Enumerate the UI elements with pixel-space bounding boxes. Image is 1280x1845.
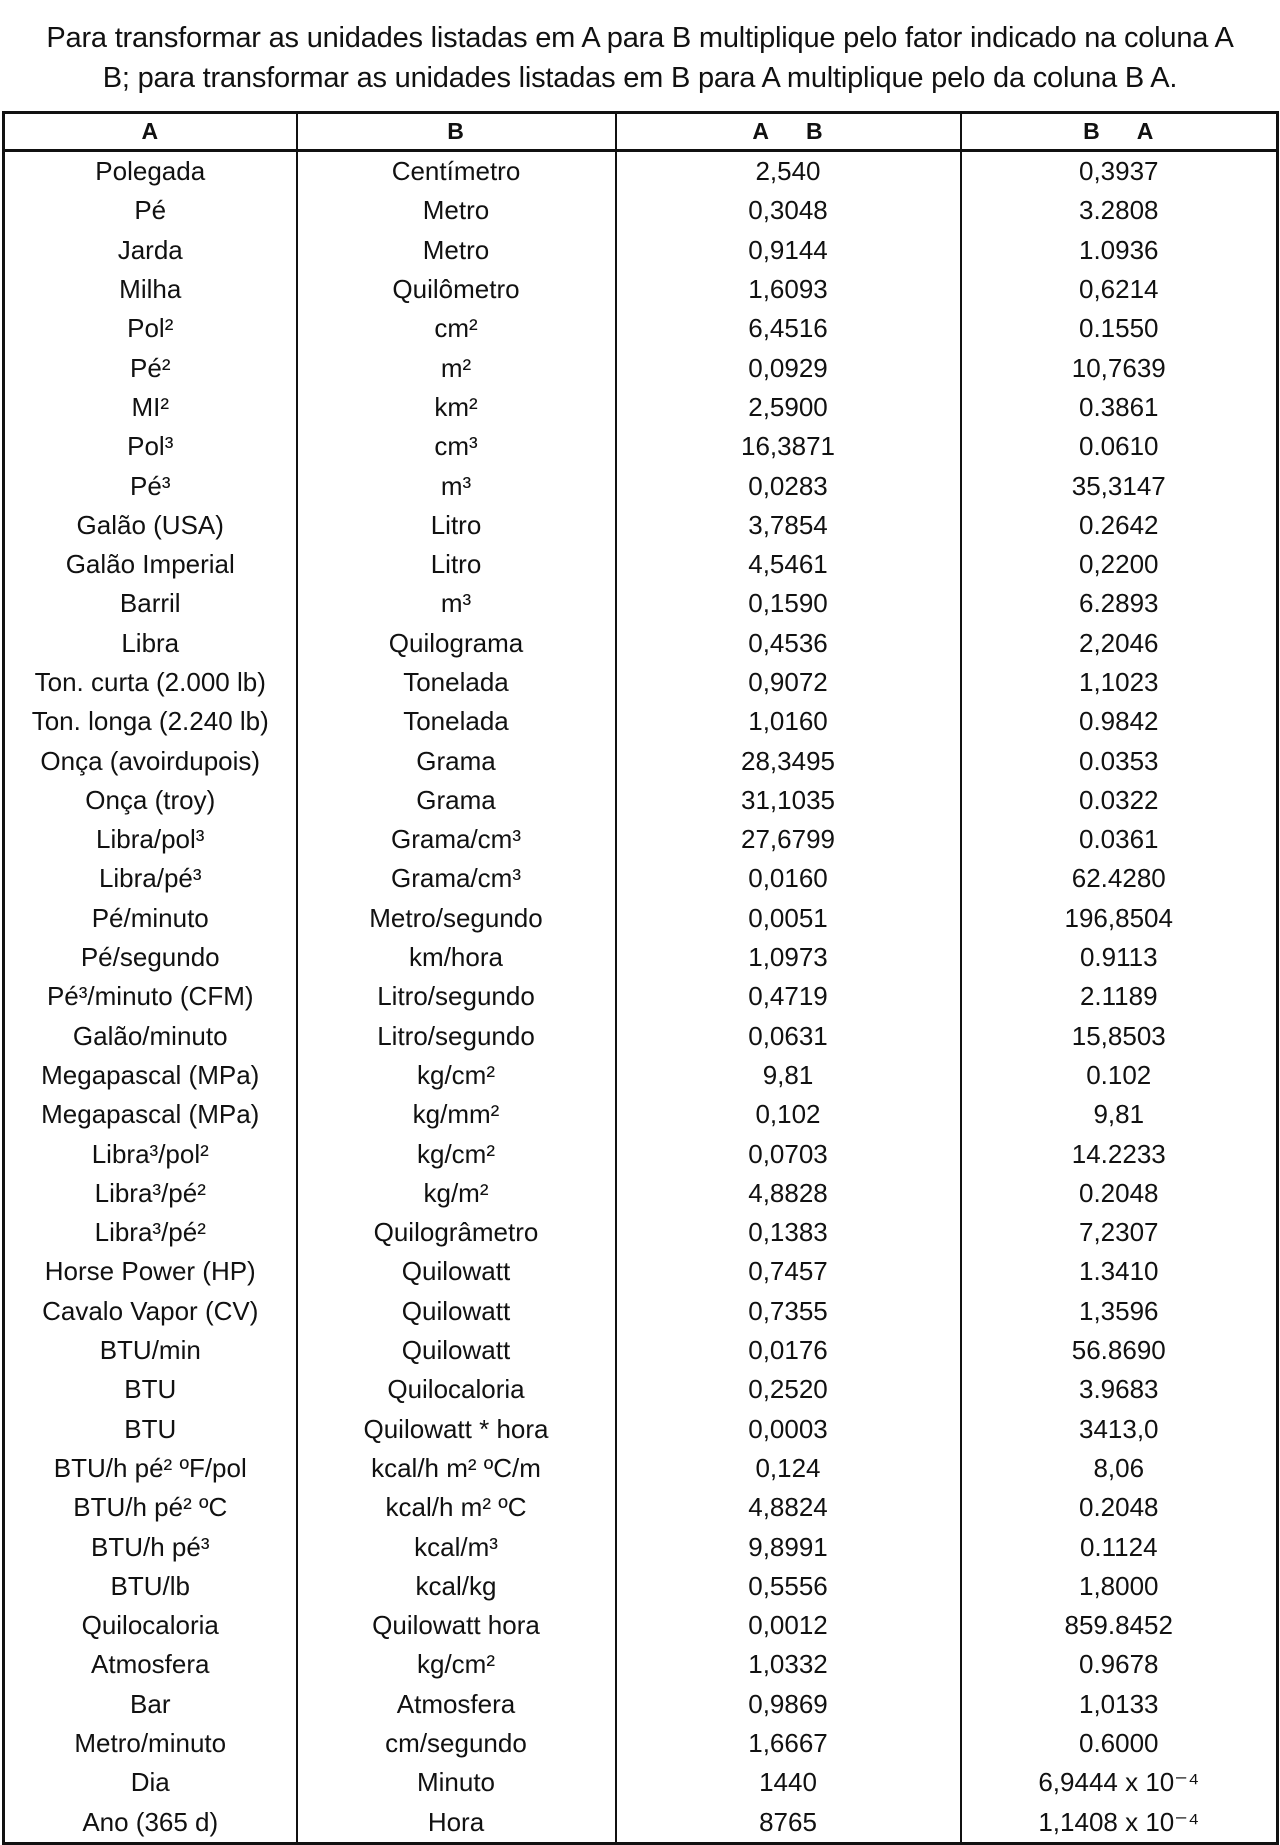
unit-a-cell: Pé³ <box>130 470 171 501</box>
unit-a-cell: Libra³/pé² <box>94 1217 206 1248</box>
factor-a-to-b-cell: 28,3495 <box>616 741 961 780</box>
table-row <box>4 1802 1278 1843</box>
header-b: B <box>297 113 616 151</box>
factor-a-to-b-cell: 4,8824 <box>616 1488 961 1527</box>
factor-b-to-a-cell: 2.1189 <box>961 977 1278 1016</box>
unit-b-cell: Tonelada <box>297 702 616 741</box>
unit-a-cell: Barril <box>119 588 181 619</box>
factor-a-to-b-cell: 0,9869 <box>616 1685 961 1724</box>
table-row <box>4 781 1278 820</box>
factor-b-to-a-cell: 6,9444 x 10⁻⁴ <box>961 1763 1278 1802</box>
table-row <box>4 1488 1278 1527</box>
unit-b-cell: Metro/segundo <box>297 899 616 938</box>
unit-b-cell: kcal/kg <box>297 1567 616 1606</box>
factor-b-to-a-cell: 0.0610 <box>961 427 1278 466</box>
unit-a-cell: BTU <box>124 1413 177 1444</box>
table-row <box>4 741 1278 780</box>
unit-b-cell: kg/cm² <box>297 1056 616 1095</box>
unit-b-cell: Centímetro <box>297 151 616 192</box>
factor-a-to-b-cell: 1,0160 <box>616 702 961 741</box>
unit-a-cell: Megapascal (MPa) <box>41 1099 260 1130</box>
unit-b-cell: Quilogrâmetro <box>297 1213 616 1252</box>
intro-text <box>0 18 1280 98</box>
unit-a-cell: Pol² <box>127 313 174 344</box>
unit-a-cell: BTU/lb <box>110 1570 190 1601</box>
unit-a-cell: Onça (troy) <box>85 784 216 815</box>
unit-a-cell: BTU/h pé² ºC <box>73 1492 228 1523</box>
table-row <box>4 1017 1278 1056</box>
conversion-table <box>2 111 1279 1845</box>
table-row <box>4 1252 1278 1291</box>
unit-a-cell: Horse Power (HP) <box>44 1256 256 1287</box>
factor-a-to-b-cell: 0,0929 <box>616 348 961 387</box>
factor-b-to-a-cell: 859.8452 <box>961 1606 1278 1645</box>
unit-b-cell: Tonelada <box>297 663 616 702</box>
factor-a-to-b-cell: 2,540 <box>616 151 961 192</box>
table-row <box>4 938 1278 977</box>
unit-b-cell: Grama <box>297 781 616 820</box>
unit-a-cell: Libra/pol³ <box>96 824 205 855</box>
factor-a-to-b-cell: 1,6667 <box>616 1724 961 1763</box>
table-row <box>4 977 1278 1016</box>
factor-b-to-a-cell: 0,2200 <box>961 545 1278 584</box>
factor-a-to-b-cell: 6,4516 <box>616 309 961 348</box>
factor-a-to-b-cell: 1440 <box>616 1763 961 1802</box>
table-row <box>4 859 1278 898</box>
factor-b-to-a-cell: 3.9683 <box>961 1370 1278 1409</box>
unit-b-cell: Grama <box>297 741 616 780</box>
unit-a-cell: Polegada <box>95 156 206 187</box>
factor-b-to-a-cell: 0.1550 <box>961 309 1278 348</box>
factor-a-to-b-cell: 8765 <box>616 1802 961 1843</box>
factor-a-to-b-cell: 0,9072 <box>616 663 961 702</box>
unit-b-cell: m² <box>297 348 616 387</box>
table-row <box>4 1645 1278 1684</box>
header-a-to-b: A B <box>616 113 961 151</box>
factor-a-to-b-cell: 0,102 <box>616 1095 961 1134</box>
table-row <box>4 427 1278 466</box>
unit-b-cell: m³ <box>297 584 616 623</box>
unit-a-cell: Bar <box>130 1688 171 1719</box>
unit-a-cell: Megapascal (MPa) <box>41 1059 260 1090</box>
factor-a-to-b-cell: 0,0051 <box>616 899 961 938</box>
intro-line-2: B; para transformar as unidades listadas em B para A multiplique pelo da coluna B A. <box>102 62 1178 94</box>
unit-a-cell: Pé/segundo <box>80 942 220 973</box>
table-row <box>4 1410 1278 1449</box>
factor-b-to-a-cell: 62.4280 <box>961 859 1278 898</box>
unit-a-cell: Pol³ <box>127 431 174 462</box>
factor-b-to-a-cell: 0.6000 <box>961 1724 1278 1763</box>
table-header-row <box>4 113 1278 151</box>
factor-b-to-a-cell: 3.2808 <box>961 191 1278 230</box>
table-row <box>4 663 1278 702</box>
table-row <box>4 348 1278 387</box>
factor-b-to-a-cell: 1,1023 <box>961 663 1278 702</box>
factor-b-to-a-cell: 15,8503 <box>961 1017 1278 1056</box>
factor-b-to-a-cell: 3413,0 <box>961 1410 1278 1449</box>
factor-b-to-a-cell: 2,2046 <box>961 624 1278 663</box>
factor-a-to-b-cell: 0,2520 <box>616 1370 961 1409</box>
factor-a-to-b-cell: 2,5900 <box>616 388 961 427</box>
unit-a-cell: Galão/minuto <box>72 1020 228 1051</box>
unit-b-cell: Quilowatt * hora <box>297 1410 616 1449</box>
factor-b-to-a-cell: 35,3147 <box>961 466 1278 505</box>
unit-b-cell: Metro <box>297 231 616 270</box>
factor-b-to-a-cell: 0.3861 <box>961 388 1278 427</box>
unit-a-cell: Libra³/pol² <box>91 1138 209 1169</box>
factor-b-to-a-cell: 6.2893 <box>961 584 1278 623</box>
table-row <box>4 1213 1278 1252</box>
table-row <box>4 506 1278 545</box>
unit-b-cell: Litro/segundo <box>297 1017 616 1056</box>
unit-b-cell: Litro <box>297 545 616 584</box>
table-row <box>4 388 1278 427</box>
factor-b-to-a-cell: 0.1124 <box>961 1527 1278 1566</box>
factor-a-to-b-cell: 1,6093 <box>616 270 961 309</box>
table-row <box>4 1567 1278 1606</box>
table-row <box>4 1606 1278 1645</box>
header-a: A <box>4 113 297 151</box>
unit-b-cell: cm³ <box>297 427 616 466</box>
factor-b-to-a-cell: 0.2642 <box>961 506 1278 545</box>
table-row <box>4 1292 1278 1331</box>
unit-a-cell: BTU <box>124 1374 177 1405</box>
factor-b-to-a-cell: 9,81 <box>961 1095 1278 1134</box>
table-body <box>4 151 1278 1844</box>
factor-a-to-b-cell: 0,124 <box>616 1449 961 1488</box>
unit-b-cell: kg/m² <box>297 1174 616 1213</box>
unit-b-cell: Minuto <box>297 1763 616 1802</box>
table-row <box>4 1685 1278 1724</box>
unit-b-cell: kg/cm² <box>297 1134 616 1173</box>
unit-a-cell: Galão (USA) <box>76 509 224 540</box>
factor-b-to-a-cell: 56.8690 <box>961 1331 1278 1370</box>
factor-a-to-b-cell: 1,0332 <box>616 1645 961 1684</box>
unit-a-cell: BTU/h pé² ºF/pol <box>53 1452 247 1483</box>
unit-a-cell: Libra³/pé² <box>94 1177 206 1208</box>
unit-b-cell: kcal/h m² ºC <box>297 1488 616 1527</box>
factor-b-to-a-cell: 8,06 <box>961 1449 1278 1488</box>
table-row <box>4 820 1278 859</box>
factor-a-to-b-cell: 0,0631 <box>616 1017 961 1056</box>
factor-b-to-a-cell: 1,0133 <box>961 1685 1278 1724</box>
factor-a-to-b-cell: 0,0283 <box>616 466 961 505</box>
factor-b-to-a-cell: 0,3937 <box>961 151 1278 192</box>
table-row <box>4 1763 1278 1802</box>
factor-a-to-b-cell: 0,0012 <box>616 1606 961 1645</box>
unit-b-cell: Quilocaloria <box>297 1370 616 1409</box>
factor-a-to-b-cell: 31,1035 <box>616 781 961 820</box>
factor-b-to-a-cell: 0.102 <box>961 1056 1278 1095</box>
unit-a-cell: Pé/minuto <box>91 902 209 933</box>
table-row <box>4 466 1278 505</box>
unit-b-cell: Quilowatt <box>297 1292 616 1331</box>
factor-a-to-b-cell: 0,0003 <box>616 1410 961 1449</box>
factor-b-to-a-cell: 14.2233 <box>961 1134 1278 1173</box>
unit-a-cell: Pé³/minuto (CFM) <box>46 981 254 1012</box>
factor-a-to-b-cell: 0,0160 <box>616 859 961 898</box>
unit-b-cell: Quilowatt <box>297 1331 616 1370</box>
table-row <box>4 1056 1278 1095</box>
unit-b-cell: km² <box>297 388 616 427</box>
unit-b-cell: Hora <box>297 1802 616 1843</box>
factor-a-to-b-cell: 3,7854 <box>616 506 961 545</box>
unit-a-cell: Quilocaloria <box>81 1610 219 1641</box>
table-row <box>4 1134 1278 1173</box>
unit-b-cell: Atmosfera <box>297 1685 616 1724</box>
factor-b-to-a-cell: 0.0353 <box>961 741 1278 780</box>
factor-b-to-a-cell: 0,6214 <box>961 270 1278 309</box>
table-row <box>4 1449 1278 1488</box>
table-row <box>4 1527 1278 1566</box>
factor-a-to-b-cell: 4,8828 <box>616 1174 961 1213</box>
factor-b-to-a-cell: 1,3596 <box>961 1292 1278 1331</box>
unit-a-cell: Libra <box>121 627 180 658</box>
unit-b-cell: kg/cm² <box>297 1645 616 1684</box>
unit-b-cell: kg/mm² <box>297 1095 616 1134</box>
unit-a-cell: MI² <box>131 391 170 422</box>
table-row <box>4 1370 1278 1409</box>
table-row <box>4 584 1278 623</box>
unit-a-cell: Metro/minuto <box>74 1728 227 1759</box>
unit-a-cell: BTU/h pé³ <box>91 1531 210 1562</box>
factor-a-to-b-cell: 0,0703 <box>616 1134 961 1173</box>
table-row <box>4 702 1278 741</box>
table-row <box>4 624 1278 663</box>
unit-a-cell: Galão Imperial <box>65 549 235 580</box>
factor-b-to-a-cell: 10,7639 <box>961 348 1278 387</box>
factor-b-to-a-cell: 1,8000 <box>961 1567 1278 1606</box>
table-row <box>4 191 1278 230</box>
unit-b-cell: cm/segundo <box>297 1724 616 1763</box>
table-row <box>4 151 1278 192</box>
factor-b-to-a-cell: 196,8504 <box>961 899 1278 938</box>
factor-a-to-b-cell: 0,3048 <box>616 191 961 230</box>
unit-b-cell: Grama/cm³ <box>297 820 616 859</box>
table-row <box>4 1724 1278 1763</box>
unit-a-cell: BTU/min <box>99 1335 201 1366</box>
unit-b-cell: Quilômetro <box>297 270 616 309</box>
unit-a-cell: Dia <box>130 1767 170 1798</box>
table-row <box>4 1174 1278 1213</box>
table-row <box>4 545 1278 584</box>
factor-a-to-b-cell: 9,8991 <box>616 1527 961 1566</box>
unit-a-cell: Libra/pé³ <box>98 863 202 894</box>
unit-a-cell: Ano (365 d) <box>82 1806 219 1837</box>
table-row <box>4 1095 1278 1134</box>
unit-a-cell: Pé² <box>130 352 171 383</box>
unit-a-cell: Cavalo Vapor (CV) <box>42 1295 259 1326</box>
factor-a-to-b-cell: 16,3871 <box>616 427 961 466</box>
unit-b-cell: kcal/h m² ºC/m <box>297 1449 616 1488</box>
factor-a-to-b-cell: 0,9144 <box>616 231 961 270</box>
unit-a-cell: Milha <box>119 274 182 305</box>
factor-b-to-a-cell: 1.3410 <box>961 1252 1278 1291</box>
unit-b-cell: m³ <box>297 466 616 505</box>
unit-a-cell: Atmosfera <box>91 1649 210 1680</box>
factor-a-to-b-cell: 0,1590 <box>616 584 961 623</box>
table-row <box>4 1331 1278 1370</box>
factor-b-to-a-cell: 0.9678 <box>961 1645 1278 1684</box>
factor-b-to-a-cell: 0.9113 <box>961 938 1278 977</box>
unit-b-cell: Litro <box>297 506 616 545</box>
unit-a-cell: Jarda <box>117 234 183 265</box>
factor-a-to-b-cell: 0,7457 <box>616 1252 961 1291</box>
factor-a-to-b-cell: 0,7355 <box>616 1292 961 1331</box>
factor-a-to-b-cell: 0,0176 <box>616 1331 961 1370</box>
unit-a-cell: Ton. curta (2.000 lb) <box>34 667 266 697</box>
table-row <box>4 231 1278 270</box>
unit-b-cell: km/hora <box>297 938 616 977</box>
factor-b-to-a-cell: 0.2048 <box>961 1488 1278 1527</box>
factor-a-to-b-cell: 27,6799 <box>616 820 961 859</box>
factor-a-to-b-cell: 4,5461 <box>616 545 961 584</box>
intro-line-1: Para transformar as unidades listadas em A para B multiplique pelo fator indicado na coluna A <box>46 22 1234 54</box>
unit-b-cell: kcal/m³ <box>297 1527 616 1566</box>
factor-b-to-a-cell: 0.0322 <box>961 781 1278 820</box>
factor-b-to-a-cell: 0.9842 <box>961 702 1278 741</box>
unit-b-cell: cm² <box>297 309 616 348</box>
table-row <box>4 309 1278 348</box>
table-row <box>4 899 1278 938</box>
unit-b-cell: Litro/segundo <box>297 977 616 1016</box>
unit-b-cell: Metro <box>297 191 616 230</box>
unit-b-cell: Quilograma <box>297 624 616 663</box>
factor-a-to-b-cell: 0,1383 <box>616 1213 961 1252</box>
factor-a-to-b-cell: 0,4719 <box>616 977 961 1016</box>
unit-b-cell: Grama/cm³ <box>297 859 616 898</box>
factor-a-to-b-cell: 1,0973 <box>616 938 961 977</box>
unit-a-cell: Ton. longa (2.240 lb) <box>31 706 269 737</box>
header-b-to-a: B A <box>961 113 1278 151</box>
table-row <box>4 270 1278 309</box>
unit-b-cell: Quilowatt <box>297 1252 616 1291</box>
unit-a-cell: Onça (avoirdupois) <box>40 745 261 776</box>
factor-b-to-a-cell: 7,2307 <box>961 1213 1278 1252</box>
factor-a-to-b-cell: 0,4536 <box>616 624 961 663</box>
factor-a-to-b-cell: 0,5556 <box>616 1567 961 1606</box>
unit-b-cell: Quilowatt hora <box>297 1606 616 1645</box>
factor-a-to-b-cell: 9,81 <box>616 1056 961 1095</box>
unit-a-cell: Pé <box>134 195 167 226</box>
factor-b-to-a-cell: 1.0936 <box>961 231 1278 270</box>
factor-b-to-a-cell: 1,1408 x 10⁻⁴ <box>961 1802 1278 1843</box>
factor-b-to-a-cell: 0.2048 <box>961 1174 1278 1213</box>
factor-b-to-a-cell: 0.0361 <box>961 820 1278 859</box>
